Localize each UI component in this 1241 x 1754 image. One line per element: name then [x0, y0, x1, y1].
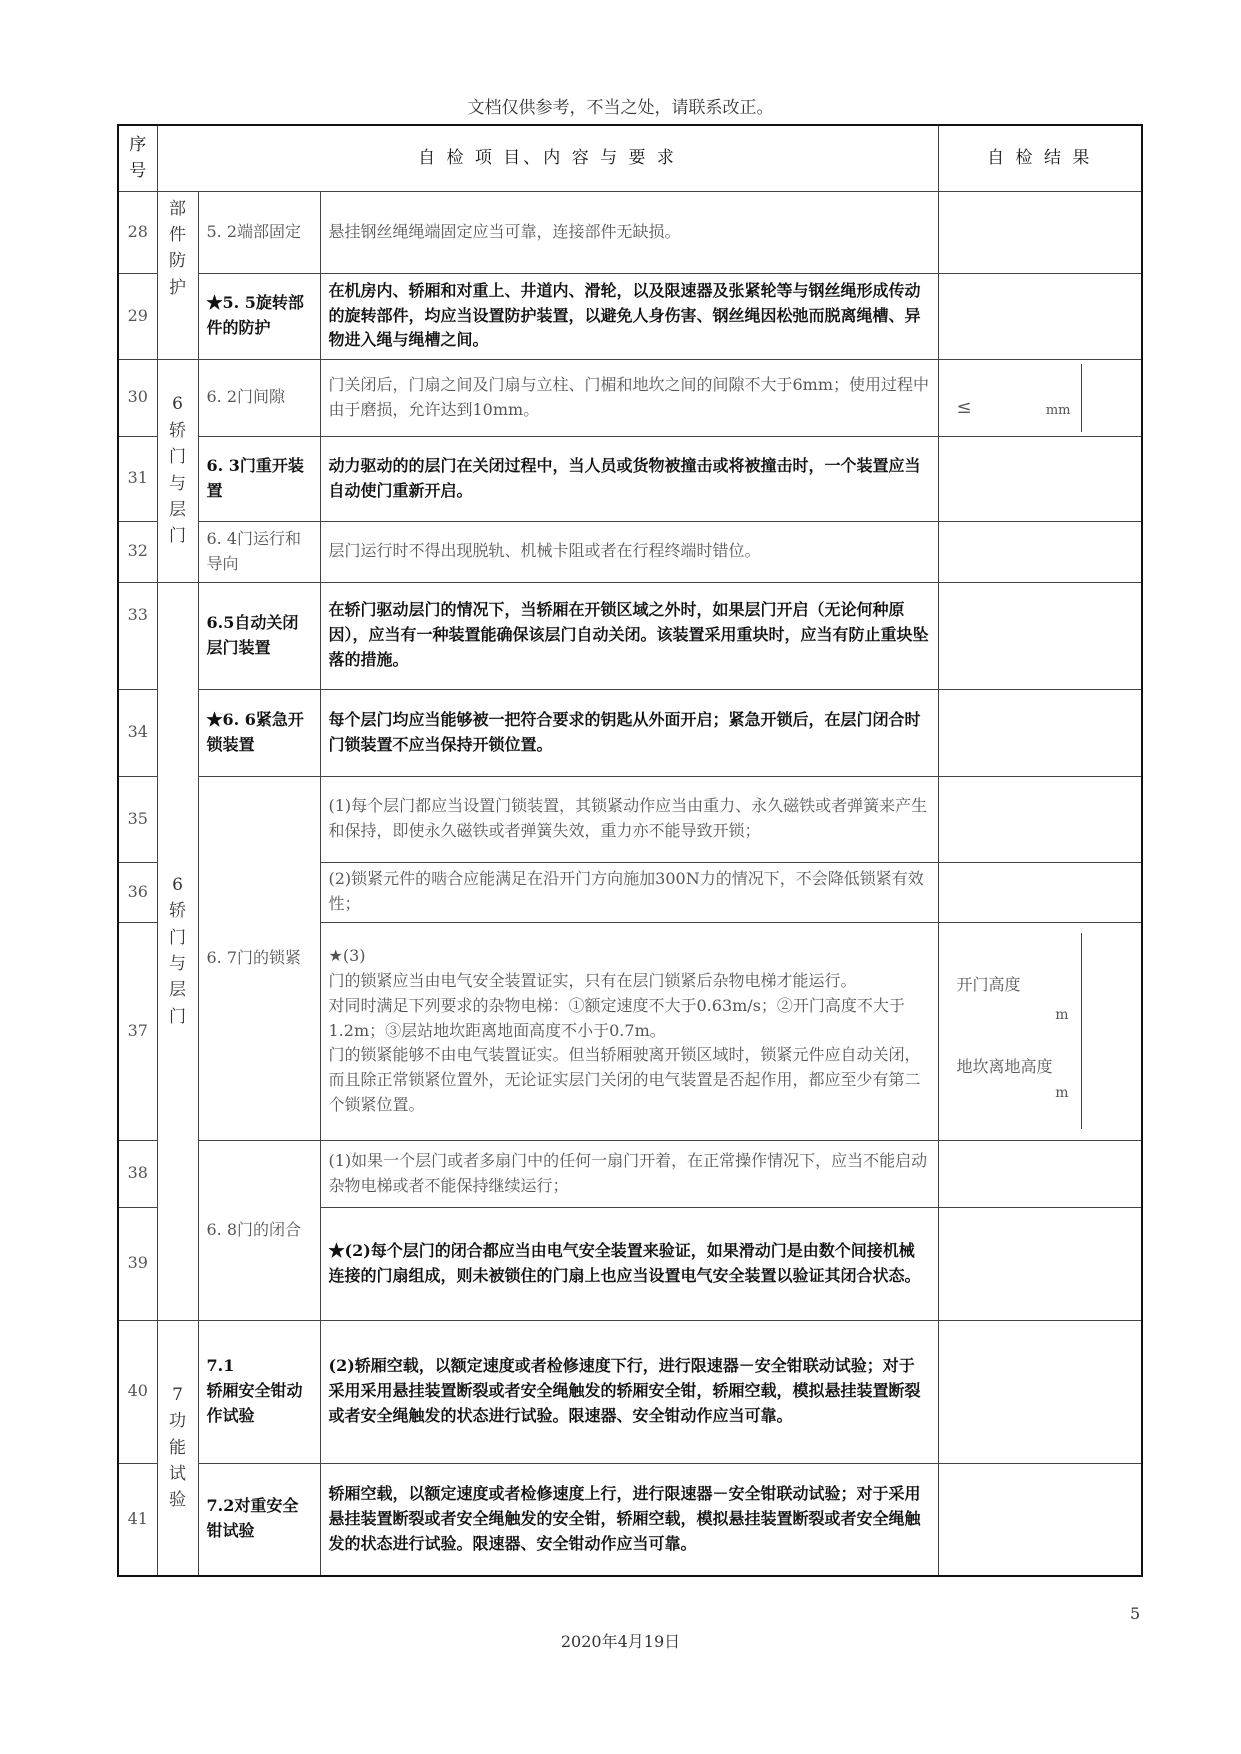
- door-height-label: 开门高度: [956, 975, 1021, 994]
- table-row: [118, 582, 1142, 689]
- sub-item: ★6. 6紧急开锁装置: [198, 689, 320, 776]
- requirement: [320, 922, 938, 1140]
- sub-item: [198, 1140, 320, 1320]
- table-row: [118, 776, 1142, 862]
- row-number: 36: [118, 862, 157, 922]
- group-label: 部 件 防 护: [157, 191, 198, 359]
- result-cell[interactable]: [938, 1207, 1142, 1320]
- requirement: 悬挂钢丝绳绳端固定应当可靠，连接部件无缺损。: [320, 191, 938, 273]
- requirement: 在机房内、轿厢和对重上、井道内、滑轮，以及限速器及张紧轮等与钢丝绳形成传动的旋转部件，均应当设置防护装置，以避免人身伤害、钢丝绳因松弛而脱离绳槽、异物进入绳与绳槽之间。: [320, 273, 938, 359]
- row-number: 33: [118, 582, 157, 689]
- sub-item: 5. 2端部固定: [198, 191, 320, 273]
- group-label: 7 功 能 试 验: [157, 1320, 198, 1576]
- result-cell[interactable]: [938, 273, 1142, 359]
- result-cell[interactable]: [938, 359, 1142, 436]
- sub-item: ★5. 5旋转部件的防护: [198, 273, 320, 359]
- result-cell[interactable]: [938, 1140, 1142, 1207]
- sub-item: 6. 2门间隙: [198, 359, 320, 436]
- result-cell[interactable]: [938, 1320, 1142, 1463]
- table-row: [118, 359, 1142, 436]
- row-number: 30: [118, 359, 157, 436]
- requirement: (2)轿厢空载，以额定速度或者检修速度下行，进行限速器－安全钳联动试验；对于采用采用悬挂装置断裂或者安全绳触发的轿厢安全钳，轿厢空载，模拟悬挂装置断裂或者安全绳触发的状态进行试验。限速器、安全钳动作应当可靠。: [320, 1320, 938, 1463]
- table-row: [118, 436, 1142, 521]
- row-number: 32: [118, 521, 157, 582]
- row-number: 39: [118, 1207, 157, 1320]
- row-number: 40: [118, 1320, 157, 1463]
- group-label: 6 轿 门 与 层 门: [157, 582, 198, 1320]
- table-row: [118, 273, 1142, 359]
- sub-item: [198, 776, 320, 1140]
- sub-item: 6. 3门重开装置: [198, 436, 320, 521]
- row-number: 41: [118, 1463, 157, 1576]
- header-note: 文档仅供参考，不当之处，请联系改正。: [467, 98, 774, 118]
- row-number: 38: [118, 1140, 157, 1207]
- requirement-part-3: 门的锁紧能够不由电气装置证实。但当轿厢驶离开锁区域时，锁紧元件应自动关闭，而且除正常锁紧位置外，无论证实层门关闭的电气装置是否起作用，都应至少有第二个锁紧位置。: [328, 1045, 921, 1114]
- row-number: 37: [118, 922, 157, 1140]
- sub-item: 7.1 轿厢安全钳动作试验: [198, 1320, 320, 1463]
- requirement: 每个层门均应当能够被一把符合要求的钥匙从外面开启；紧急开锁后，在层门闭合时门锁装置不应当保持开锁位置。: [320, 689, 938, 776]
- requirement-part-2: 对同时满足下列要求的杂物电梯：①额定速度不大于0.63m/s；②开门高度不大于1.2m；③层站地坎距离地面高度不小于0.7m。: [328, 995, 905, 1040]
- result-cell[interactable]: [938, 1463, 1142, 1576]
- requirement: 动力驱动的的层门在关闭过程中，当人员或货物被撞击或将被撞击时，一个装置应当自动使门重新开启。: [320, 436, 938, 521]
- row-number: 28: [118, 191, 157, 273]
- sub-item-label: 6. 8门的闭合: [206, 1219, 302, 1239]
- table-row: [118, 689, 1142, 776]
- table-row: [118, 1140, 1142, 1207]
- row-number: 35: [118, 776, 157, 862]
- header-result: 自 检 结 果: [938, 125, 1142, 191]
- result-cell[interactable]: [938, 191, 1142, 273]
- table-row: [118, 1320, 1142, 1463]
- sub-item-label: 6. 7门的锁紧: [206, 947, 302, 967]
- requirement: (1)如果一个层门或者多扇门中的任何一扇门开着，在正常操作情况下，应当不能启动杂物电梯或者不能保持继续运行；: [320, 1140, 938, 1207]
- row-number: 34: [118, 689, 157, 776]
- result-cell[interactable]: [938, 521, 1142, 582]
- requirement: 轿厢空载，以额定速度或者检修速度上行，进行限速器－安全钳联动试验；对于采用悬挂装置断裂或者安全绳触发的安全钳，轿厢空载，模拟悬挂装置断裂或者安全绳触发的状态进行试验。限速器、安全钳动作应当可靠。: [320, 1463, 938, 1576]
- requirement: 门关闭后，门扇之间及门扇与立柱、门楣和地坎之间的间隙不大于6mm；使用过程中由于磨损，允许达到10mm。: [320, 359, 938, 436]
- sill-height-unit: m: [1055, 1085, 1069, 1101]
- footer-date: 2020年4月19日: [560, 1632, 681, 1651]
- requirement-part-1: 门的锁紧应当由电气安全装置证实，只有在层门锁紧后杂物电梯才能运行。: [328, 971, 857, 990]
- sub-item: 7.2对重安全钳试验: [198, 1463, 320, 1576]
- header-items: 自 检 项 目、内 容 与 要 求: [157, 125, 938, 191]
- page-number: 5: [1130, 1604, 1141, 1623]
- requirement-star: ★(3): [328, 946, 366, 966]
- requirement: 在轿门驱动层门的情况下，当轿厢在开锁区域之外时，如果层门开启（无论何种原因），应当有一种装置能确保该层门自动关闭。该装置采用重块时，应当有防止重块坠落的措施。: [320, 582, 938, 689]
- le-sign: ≤: [956, 396, 972, 418]
- result-cell[interactable]: [938, 689, 1142, 776]
- result-cell[interactable]: [938, 862, 1142, 922]
- result-cell[interactable]: [938, 922, 1142, 1140]
- row-number: 31: [118, 436, 157, 521]
- requirement: 层门运行时不得出现脱轨、机械卡阻或者在行程终端时错位。: [320, 521, 938, 582]
- result-cell[interactable]: [938, 436, 1142, 521]
- group-label: 6 轿 门 与 层 门: [157, 359, 198, 582]
- requirement: ★(2)每个层门的闭合都应当由电气安全装置来验证，如果滑动门是由数个间接机械连接的门扇组成，则未被锁住的门扇上也应当设置电气安全装置以验证其闭合状态。: [320, 1207, 938, 1320]
- sub-item: 6.5自动关闭层门装置: [198, 582, 320, 689]
- inspection-table: [117, 124, 1143, 1577]
- table-row: [118, 191, 1142, 273]
- requirement: (1)每个层门都应当设置门锁装置，其锁紧动作应当由重力、永久磁铁或者弹簧来产生和保持，即使永久磁铁或者弹簧失效，重力亦不能导致开锁；: [320, 776, 938, 862]
- table-header-row: [118, 125, 1142, 191]
- sub-item: 6. 4门运行和导向: [198, 521, 320, 582]
- sill-height-label: 地坎离地高度: [956, 1057, 1053, 1076]
- header-no: 序 号: [118, 125, 157, 191]
- result-cell[interactable]: [938, 776, 1142, 862]
- requirement: (2)锁紧元件的啮合应能满足在沿开门方向施加300N力的情况下，不会降低锁紧有效性；: [320, 862, 938, 922]
- result-cell[interactable]: [938, 582, 1142, 689]
- row-number: 29: [118, 273, 157, 359]
- unit-mm: mm: [1045, 403, 1071, 419]
- table-row: [118, 1463, 1142, 1576]
- table-row: [118, 521, 1142, 582]
- door-height-unit: m: [1055, 1007, 1069, 1023]
